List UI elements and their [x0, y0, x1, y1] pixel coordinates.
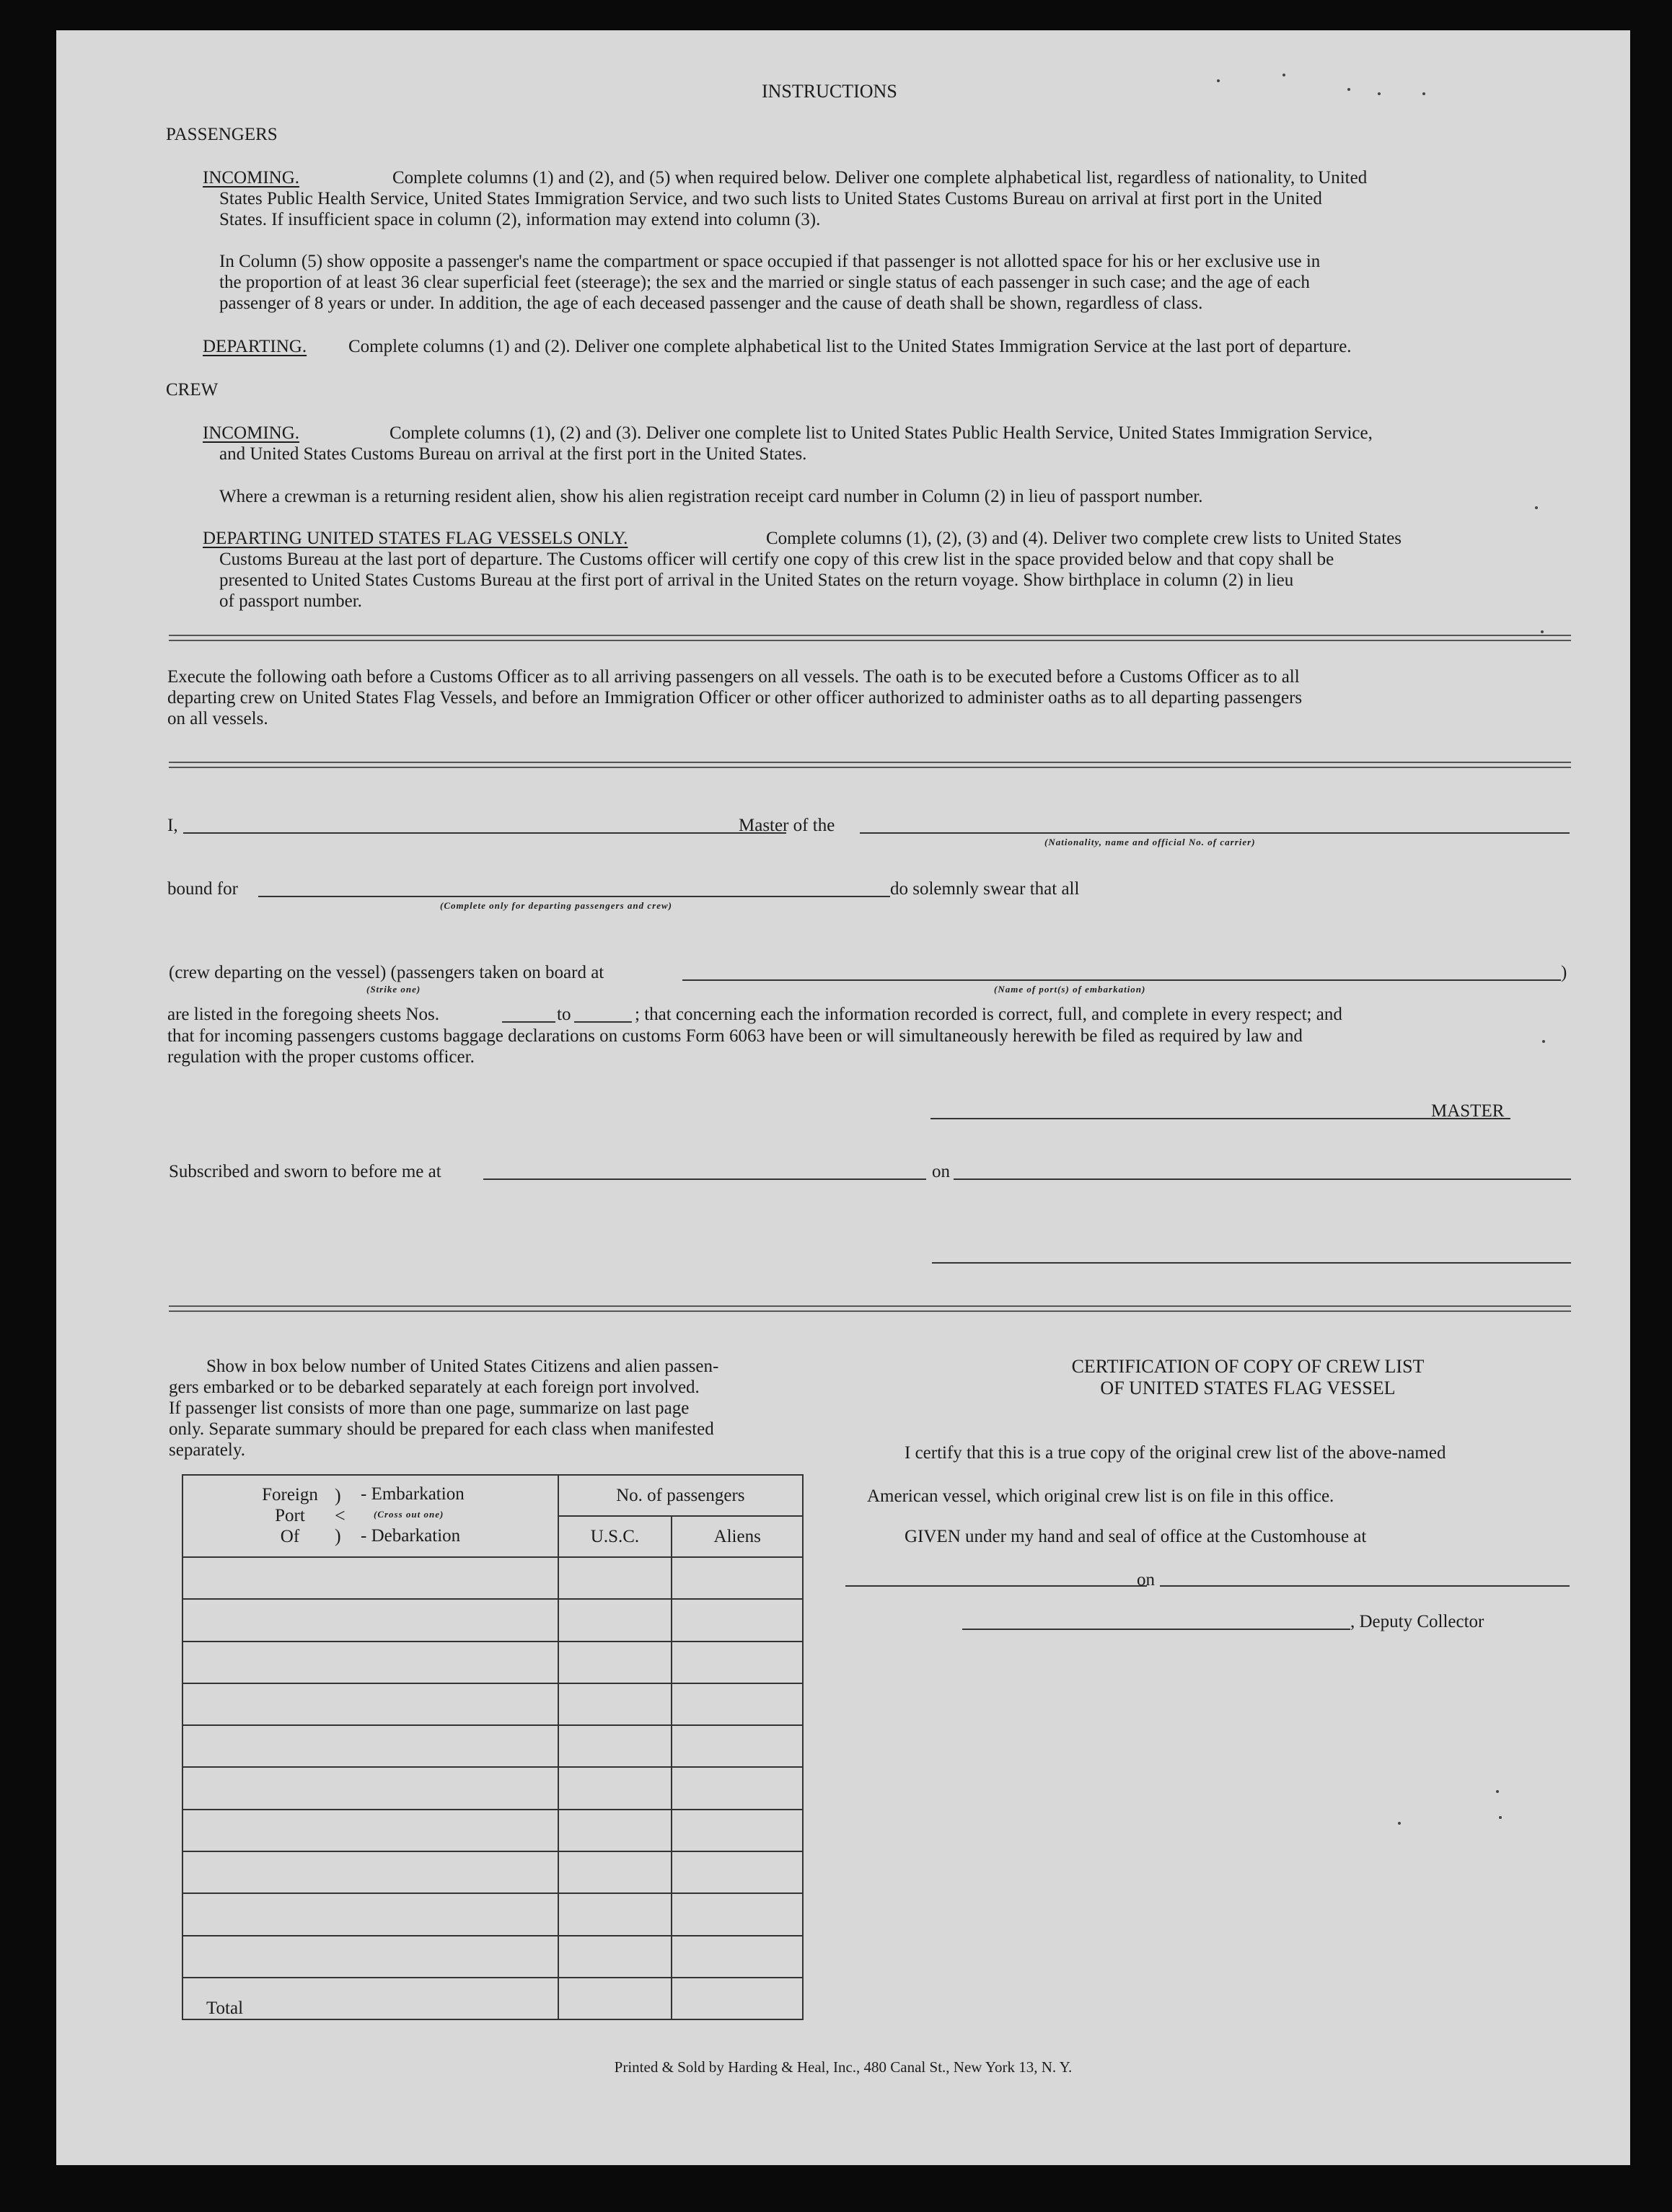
text-line: Execute the following oath before a Customs Officer as to all arriving passengers on all vessels. The oath is to be executed before a Customs Officer as to all: [167, 667, 1300, 687]
divider: [169, 635, 1571, 641]
text-line: only. Separate summary should be prepared for each class when manifested: [169, 1419, 714, 1439]
oath-instruction: [167, 666, 1571, 729]
customhouse-field[interactable]: [845, 1585, 1147, 1587]
speck: [1282, 74, 1285, 76]
column5-text: [219, 251, 1570, 314]
ports-field[interactable]: [682, 979, 1561, 981]
aliens-cell[interactable]: [672, 1725, 803, 1767]
aliens-cell[interactable]: [672, 1599, 803, 1641]
speck: [1499, 1816, 1502, 1819]
resident-alien-text: Where a crewman is a returning resident alien, show his alien registration receipt card number in Column (2) in lieu of passport number.: [219, 487, 1203, 506]
port-cell[interactable]: [182, 1683, 558, 1725]
aliens-cell[interactable]: [672, 1767, 803, 1809]
speck: [1535, 506, 1538, 509]
port-word-port: Port: [275, 1506, 305, 1525]
cert-on-label: on: [1137, 1570, 1155, 1590]
total-usc-cell[interactable]: [558, 1978, 672, 2019]
cert-date-field[interactable]: [1160, 1585, 1570, 1587]
text-line: In Column (5) show opposite a passenger's name the compartment or space occupied if that passenger is not allotted space for his or her exclusive use in: [219, 252, 1321, 271]
brace-icon: ) < ): [335, 1485, 346, 1546]
text-line: Complete columns (1), (2), (3) and (4). Deliver two complete crew lists to United States: [766, 529, 1402, 548]
aliens-cell[interactable]: [672, 1683, 803, 1725]
master-label: MASTER: [1431, 1101, 1505, 1121]
passengers-departing-label: DEPARTING.: [203, 337, 307, 356]
aliens-cell[interactable]: [672, 1810, 803, 1851]
aliens-cell[interactable]: [672, 1851, 803, 1893]
text-line: Complete columns (1) and (2), and (5) when required below. Deliver one complete alphabetical list, regardless of nationality, to United: [392, 168, 1368, 188]
port-cell[interactable]: [182, 1725, 558, 1767]
table-row: [182, 1810, 803, 1851]
port-word-foreign: Foreign: [262, 1485, 318, 1504]
sworn-place-field[interactable]: [483, 1178, 926, 1180]
text-line: that for incoming passengers customs baggage declarations on customs Form 6063 have been or will simultaneously herewith be filed as required by law and: [167, 1026, 1303, 1046]
passengers-incoming-label: INCOMING.: [203, 168, 300, 188]
text-line: separately.: [169, 1440, 245, 1460]
debarkation-label[interactable]: - Debarkation: [361, 1526, 461, 1546]
text-line: States. If insufficient space in column (2), information may extend into column (3).: [219, 210, 821, 229]
text-line: regulation with the proper customs officer.: [167, 1047, 475, 1067]
total-label: Total: [182, 1978, 558, 2019]
carrier-field[interactable]: [860, 832, 1570, 834]
instructions-title: INSTRUCTIONS: [762, 81, 897, 102]
usc-cell[interactable]: [558, 1893, 672, 1935]
master-of-the-label: Master of the: [739, 816, 835, 835]
port-cell[interactable]: [182, 1936, 558, 1978]
text-line: States Public Health Service, United States Immigration Service, and two such lists to United States Customs Bureau on arrival at first port in the United: [219, 189, 1322, 208]
crew-departing-text: [219, 528, 1570, 612]
listed-text: ; that concerning each the information recorded is correct, full, and complete in every respect; and: [635, 1005, 1342, 1024]
listed-label: are listed in the foregoing sheets Nos.: [167, 1005, 439, 1024]
aliens-cell[interactable]: [672, 1893, 803, 1935]
table-row: [182, 1642, 803, 1683]
cross-out-caption: (Cross out one): [374, 1509, 444, 1520]
passengers-incoming-text: [219, 167, 1570, 230]
text-line: and United States Customs Bureau on arrival at the first port in the United States.: [219, 444, 807, 464]
speck: [1347, 88, 1350, 91]
table-row: [182, 1893, 803, 1935]
deputy-signature-field[interactable]: [962, 1629, 1350, 1630]
port-cell[interactable]: [182, 1851, 558, 1893]
listed-continuation: [167, 1026, 1571, 1067]
aliens-cell[interactable]: [672, 1642, 803, 1683]
do-swear-label: do solemnly swear that all: [890, 879, 1080, 899]
summary-instructions: [169, 1356, 854, 1460]
deputy-collector-label: , Deputy Collector: [1350, 1612, 1484, 1631]
speck: [1217, 79, 1220, 82]
table-row: [182, 1725, 803, 1767]
text-line: Complete columns (1), (2) and (3). Deliver one complete list to United States Public Health Service, United States Immigration Service,: [390, 423, 1373, 443]
certification-title-1: CERTIFICATION OF COPY OF CREW LIST: [1071, 1356, 1425, 1377]
total-row: [182, 1978, 803, 2019]
bound-for-field[interactable]: [258, 896, 890, 897]
crew-incoming-text: [219, 423, 1570, 464]
text-line: the proportion of at least 36 clear superficial feet (steerage); the sex and the married or single status of each passenger in such case; and the age of each: [219, 273, 1310, 292]
port-cell[interactable]: [182, 1557, 558, 1599]
aliens-cell[interactable]: [672, 1936, 803, 1978]
usc-cell[interactable]: [558, 1936, 672, 1978]
bound-caption: (Complete only for departing passengers and crew): [440, 900, 672, 911]
aliens-cell[interactable]: [672, 1557, 803, 1599]
text-line: presented to United States Customs Bureau at the first port of arrival in the United States on the return voyage. Show birthplace in column (2) in lieu: [219, 570, 1294, 590]
text-line: If passenger list consists of more than one page, summarize on last page: [169, 1398, 690, 1418]
usc-cell[interactable]: [558, 1599, 672, 1641]
usc-cell[interactable]: [558, 1557, 672, 1599]
usc-cell[interactable]: [558, 1767, 672, 1809]
oath-i-label: I,: [167, 816, 178, 835]
usc-cell[interactable]: [558, 1851, 672, 1893]
bound-for-label: bound for: [167, 879, 238, 899]
usc-cell[interactable]: [558, 1725, 672, 1767]
text-line: on all vessels.: [167, 709, 268, 728]
officer-signature-field[interactable]: [932, 1262, 1571, 1264]
strike-one-caption: (Strike one): [366, 984, 421, 995]
table-row: [182, 1851, 803, 1893]
passengers-departing-text: Complete columns (1) and (2). Deliver one complete alphabetical list to the United States Immigration Service at the last port of departure.: [348, 337, 1352, 356]
on-label: on: [932, 1162, 950, 1181]
text-line: departing crew on United States Flag Vessels, and before an Immigration Officer or other officer authorized to administer oaths as to all departing passengers: [167, 688, 1303, 708]
table-row: [182, 1599, 803, 1641]
aliens-header: Aliens: [672, 1516, 803, 1557]
passengers-heading: PASSENGERS: [166, 125, 278, 144]
sheet-from-field[interactable]: [502, 1021, 555, 1023]
port-header-cell: [182, 1475, 558, 1557]
crew-departing-text: (crew departing on the vessel) (passengers taken on board at: [169, 963, 604, 982]
ports-caption: (Name of port(s) of embarkation): [994, 984, 1146, 995]
crew-incoming-label: INCOMING.: [203, 423, 300, 443]
table-row: [182, 1767, 803, 1809]
nationality-caption: (Nationality, name and official No. of carrier): [1044, 837, 1256, 847]
speck: [1541, 630, 1544, 633]
crew-departing-label: DEPARTING UNITED STATES FLAG VESSELS ONLY.: [203, 529, 628, 548]
text-line: Customs Bureau at the last port of departure. The Customs officer will certify one copy of this crew list in the space provided below and that copy shall be: [219, 550, 1334, 569]
certify-text-2: American vessel, which original crew list is on file in this office.: [867, 1486, 1334, 1506]
text-line: Show in box below number of United States Citizens and alien passen-: [206, 1357, 719, 1376]
usc-cell[interactable]: [558, 1683, 672, 1725]
no-of-passengers-header: No. of passengers: [558, 1475, 803, 1516]
divider: [169, 762, 1571, 768]
port-cell[interactable]: [182, 1599, 558, 1641]
certify-text-1: I certify that this is a true copy of the original crew list of the above-named: [905, 1443, 1446, 1463]
divider: [169, 1305, 1571, 1312]
given-text: GIVEN under my hand and seal of office at the Customhouse at: [905, 1527, 1367, 1546]
usc-header: U.S.C.: [558, 1516, 672, 1557]
printer-footer: Printed & Sold by Harding & Heal, Inc., 480 Canal St., New York 13, N. Y.: [614, 2058, 1073, 2076]
certification-title-2: OF UNITED STATES FLAG VESSEL: [1100, 1378, 1396, 1398]
master-signature-field[interactable]: [930, 1118, 1510, 1119]
table-row: [182, 1557, 803, 1599]
table-row: [182, 1936, 803, 1978]
sworn-date-field[interactable]: [954, 1178, 1571, 1180]
table-row: [182, 1683, 803, 1725]
port-word-of: Of: [280, 1527, 300, 1546]
port-cell[interactable]: [182, 1893, 558, 1935]
port-cell[interactable]: [182, 1642, 558, 1683]
text-line: of passport number.: [219, 591, 362, 611]
sheet-to-field[interactable]: [574, 1021, 632, 1023]
speck: [1542, 1040, 1545, 1043]
to-label: to: [557, 1005, 571, 1024]
usc-cell[interactable]: [558, 1642, 672, 1683]
text-line: passenger of 8 years or under. In addition, the age of each deceased passenger and the cause of death shall be shown, regardless of class.: [219, 294, 1203, 313]
master-name-field[interactable]: [183, 832, 786, 834]
close-paren: ): [1561, 963, 1567, 982]
port-cell[interactable]: [182, 1767, 558, 1809]
text-line: gers embarked or to be debarked separately at each foreign port involved.: [169, 1378, 700, 1397]
total-aliens-cell[interactable]: [672, 1978, 803, 2019]
passenger-summary-table: [182, 1474, 804, 2020]
embarkation-label[interactable]: - Embarkation: [361, 1484, 465, 1504]
speck: [1496, 1790, 1499, 1793]
port-cell[interactable]: [182, 1810, 558, 1851]
usc-cell[interactable]: [558, 1810, 672, 1851]
speck: [1422, 92, 1425, 95]
subscribed-label: Subscribed and sworn to before me at: [169, 1162, 441, 1181]
crew-heading: CREW: [166, 380, 219, 400]
speck: [1378, 92, 1381, 95]
speck: [1398, 1822, 1401, 1825]
